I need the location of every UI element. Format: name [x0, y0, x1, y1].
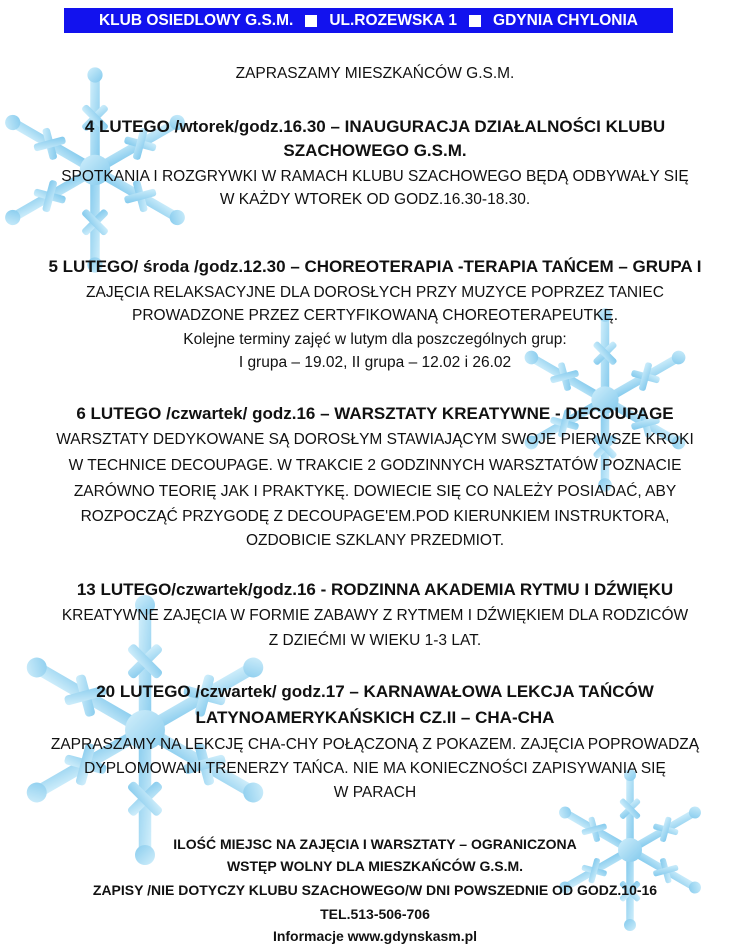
event-3-description: ROZPOCZĄĆ PRZYGODĘ Z DECOUPAGE'EM.POD KIERUNKIEM INSTRUKTORA,: [80, 508, 670, 525]
event-3-title: 6 LUTEGO /czwartek/ godz.16 – WARSZTATY KREATYWNE - DECOUPAGE: [76, 404, 674, 423]
event-5-title: LATYNOAMERYKAŃSKICH CZ.II – CHA-CHA: [195, 708, 555, 727]
event-4-description: KREATYWNE ZAJĘCIA W FORMIE ZABAWY Z RYTMEM I DŹWIĘKIEM DLA RODZICÓW: [61, 607, 689, 624]
header-banner: [64, 8, 673, 33]
event-4-description: Z DZIEĆMI W WIEKU 1-3 LAT.: [268, 632, 482, 649]
club-city: GDYNIA CHYLONIA: [493, 11, 639, 29]
footer-phone: TEL.513-506-706: [320, 906, 430, 922]
event-2-description: PROWADZONE PRZEZ CERTYFIKOWANĄ CHOREOTERAPEUTKĘ.: [132, 307, 618, 324]
event-1-title: SZACHOWEGO G.S.M.: [283, 141, 467, 160]
event-3-description: OZDOBICIE SZKLANY PRZEDMIOT.: [245, 532, 505, 549]
event-3-description: W TECHNICE DECOUPAGE. W TRAKCIE 2 GODZINNYCH WARSZTATÓW POZNACIE: [68, 457, 682, 474]
event-2-description: ZAJĘCIA RELAKSACYJNE DLA DOROSŁYCH PRZY MUZYCE POPRZEZ TANIEC: [86, 284, 664, 301]
intro-text: ZAPRASZAMY MIESZKAŃCÓW G.S.M.: [235, 65, 515, 82]
event-1-description: W KAŻDY WTOREK OD GODZ.16.30-18.30.: [219, 191, 531, 208]
event-2-description: Kolejne terminy zajęć w lutym dla poszczególnych grup:: [183, 331, 567, 348]
footer-free-entry: WSTĘP WOLNY DLA MIESZKAŃCÓW G.S.M.: [226, 858, 524, 874]
event-5-description: DYPLOMOWANI TRENERZY TAŃCA. NIE MA KONIECZNOŚCI ZAPISYWANIA SIĘ: [84, 760, 666, 777]
footer-limited-seats: ILOŚĆ MIEJSC NA ZAJĘCIA I WARSZTATY – OGRANICZONA: [173, 836, 577, 852]
footer-website: Informacje www.gdynskasm.pl: [272, 928, 478, 944]
event-1-title: 4 LUTEGO /wtorek/godz.16.30 – INAUGURACJA DZIAŁALNOŚCI KLUBU: [84, 117, 666, 136]
event-2-description: I grupa – 19.02, II grupa – 12.02 i 26.02: [238, 354, 512, 371]
event-5-description: W PARACH: [333, 784, 417, 801]
event-5-description: ZAPRASZAMY NA LEKCJĘ CHA-CHY POŁĄCZONĄ Z POKAZEM. ZAJĘCIA POPROWADZĄ: [50, 736, 700, 753]
footer-registration: ZAPISY /NIE DOTYCZY KLUBU SZACHOWEGO/W DNI POWSZEDNIE OD GODZ.10-16: [92, 882, 658, 898]
event-5-title: 20 LUTEGO /czwartek/ godz.17 – KARNAWAŁOWA LEKCJA TAŃCÓW: [96, 682, 654, 701]
square-separator-icon: [305, 15, 317, 27]
square-separator-icon: [469, 15, 481, 27]
event-3-description: ZARÓWNO TEORIĘ JAK I PRAKTYKĘ. DOWIECIE SIĘ CO NALEŻY POSIADAĆ, ABY: [73, 483, 677, 500]
club-address: UL.ROZEWSKA 1: [329, 11, 458, 29]
event-3-description: WARSZTATY DEDYKOWANE SĄ DOROSŁYM STAWIAJĄCYM SWOJE PIERWSZE KROKI: [56, 431, 694, 448]
event-2-title: 5 LUTEGO/ środa /godz.12.30 – CHOREOTERAPIA -TERAPIA TAŃCEM – GRUPA I: [48, 257, 702, 276]
club-name: KLUB OSIEDLOWY G.S.M.: [98, 11, 294, 29]
event-4-title: 13 LUTEGO/czwartek/godz.16 - RODZINNA AKADEMIA RYTMU I DŹWIĘKU: [76, 580, 674, 599]
event-1-description: SPOTKANIA I ROZGRYWKI W RAMACH KLUBU SZACHOWEGO BĘDĄ ODBYWAŁY SIĘ: [61, 168, 689, 185]
